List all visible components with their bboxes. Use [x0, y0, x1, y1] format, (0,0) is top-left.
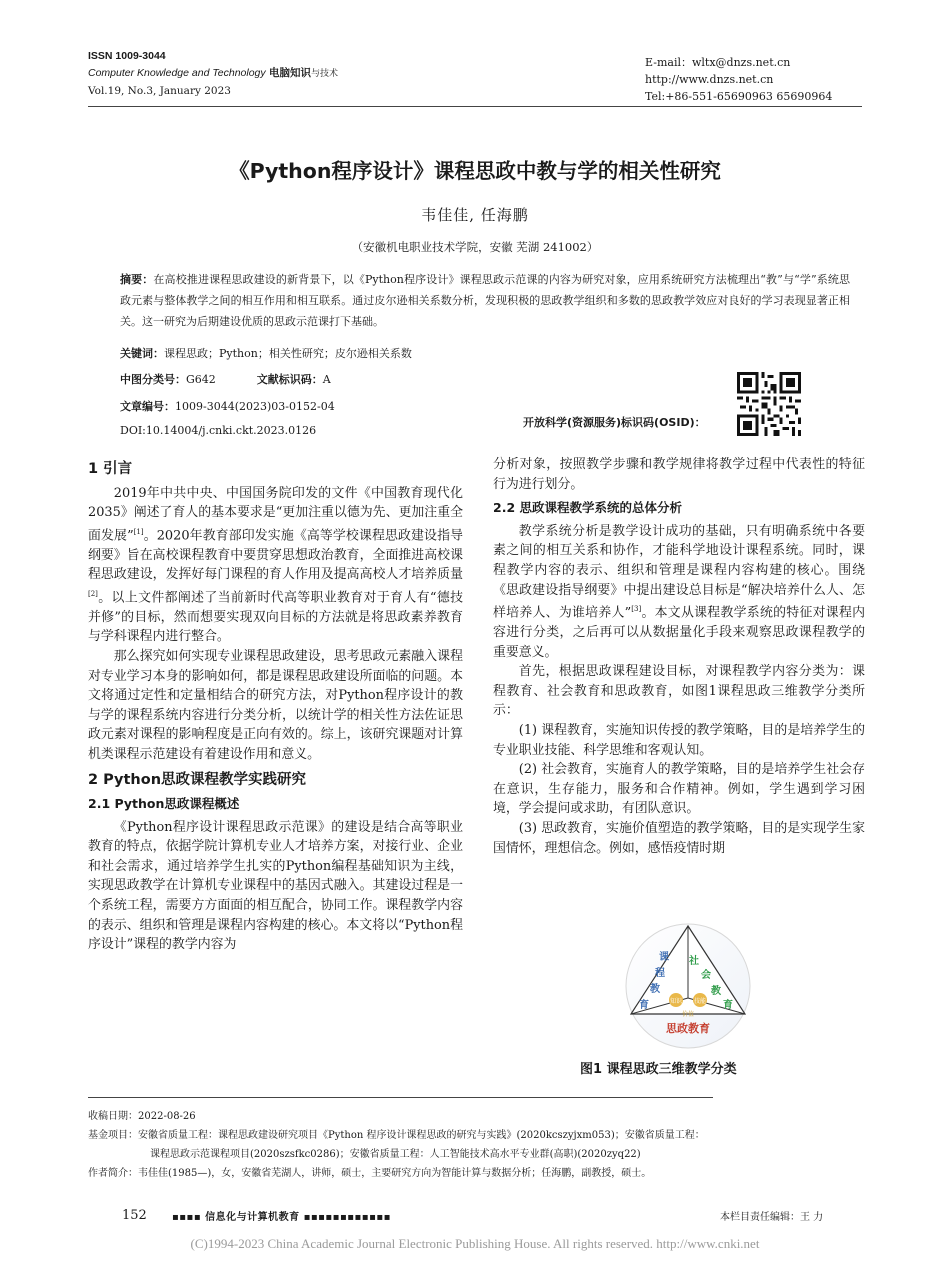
- doi: DOI:10.14004/j.cnki.ckt.2023.0126: [120, 424, 317, 437]
- citation[interactable]: [1]: [133, 527, 144, 536]
- section-1-title: 1 引言: [88, 461, 133, 477]
- left-char: 程: [655, 968, 665, 979]
- column-editor: 本栏目责任编辑：王 力: [720, 1212, 824, 1223]
- paragraph: (1) 课程教育，实施知识传授的教学策略，目的是培养学生的专业职业技能、科学思维和客观认知。: [493, 723, 865, 758]
- abstract: [120, 269, 850, 332]
- keywords-text: 课程思政；Python；相关性研究；皮尔逊相关系数: [164, 347, 412, 360]
- paragraph: 首先，根据思政课程建设目标，对课程教学内容分类为：课程教育、社会教育和思政教育，如图1课程思政三维教学分类所示：: [493, 664, 865, 719]
- issn: ISSN 1009-3044: [88, 50, 166, 62]
- paragraph: 分析对象，按照教学步骤和教学规律将教学过程中代表性的特征行为进行划分。: [493, 457, 865, 492]
- article-no-label: 文章编号：: [120, 400, 175, 413]
- right-column: [493, 455, 865, 858]
- center-skill: 技能: [693, 998, 707, 1005]
- journal-name-cn: 电脑知识: [269, 67, 311, 79]
- figure-1-diagram: [622, 920, 754, 1052]
- journal-name: [88, 65, 338, 83]
- header-rule: [88, 106, 862, 107]
- journal-name-cn-small: 与技术: [311, 69, 339, 79]
- abstract-text: 在高校推进课程思政建设的新背景下，以《Python程序设计》课程思政示范课的内容为研究对象，应用系统研究方法梳理出“教”与“学”系统思政元素与整体教学之间的相互作用和相互联系。通过皮尔逊相关系数分析，发现积极的思政教学组织和多数的思政教学效应对良好的学习表现显著正相关。这一研究为后期建设优质的思政示范课打下基础。: [120, 273, 851, 328]
- journal-header: [88, 48, 338, 100]
- paragraph: 那么探究如何实现专业课程思政建设，思考思政元素融入课程对专业学习本身的影响如何，都是课程思政建设所面临的问题。本文将通过定性和定量相结合的研究方法，对Python程序设计的教与学的课程系统内容进行分类分析，以统计学的相关性方法佐证思政元素对课程的影响程度是正向有效的。综上，该研究课题对计算机类课程示范建设有着建设作用和意义。: [88, 648, 463, 762]
- fund-info-continued: 课程思政示范课程项目(2020szsfkc0286)；安徽省质量工程：人工智能技术高水平专业群(高职)(2020zyq22): [150, 1149, 641, 1160]
- copyright-watermark: (C)1994-2023 China Academic Journal Electronic Publishing House. All rights reserved. http://www.cnki.net: [190, 1236, 760, 1251]
- journal-contact: [645, 54, 832, 105]
- author-info: 作者简介：韦佳佳(1985—)，女，安徽省芜湖人，讲师，硕士，主要研究方向为智能计算与数据分析；任海鹏，副教授，硕士。: [88, 1168, 652, 1179]
- fund-info: 基金项目：安徽省质量工程：课程思政建设研究项目《Python 程序设计课程思政的研究与实践》(2020kcszyjxm053)；安徽省质量工程：: [88, 1130, 705, 1141]
- doccode-label: 文献标识码：: [256, 373, 323, 386]
- abstract-label: 摘要：: [120, 273, 154, 286]
- telephone: Tel:+86-551-65690963 65690964: [645, 90, 833, 103]
- paragraph: (2) 社会教育，实施育人的教学策略，目的是培养学生社会存在意识，生存能力，服务和合作精神。例如，学生遇到学习困境，学会提问或求助，有团队意识。: [493, 762, 865, 817]
- center-value: 价值: [681, 1011, 695, 1018]
- paragraph: (3) 思政教育，实施价值塑造的教学策略，目的是实现学生家国情怀，理想信念。例如，感悟疫情时期: [493, 820, 865, 856]
- clc-value: G642: [186, 373, 216, 386]
- paper-title: 《Python程序设计》课程思政中教与学的相关性研究: [229, 159, 721, 183]
- article-no-value: 1009-3044(2023)03-0152-04: [175, 400, 335, 413]
- paper-affiliation: （安徽机电职业技术学院，安徽 芜湖 241002）: [351, 240, 599, 254]
- figure-1-caption: 图1 课程思政三维教学分类: [580, 1062, 737, 1077]
- left-column: [88, 454, 463, 955]
- section-2-2-title: 2.2 思政课程教学系统的总体分析: [493, 500, 682, 516]
- received-date: 收稿日期：2022-08-26: [88, 1111, 196, 1122]
- osid-label: 开放科学(资源服务)标识码(OSID)：: [523, 416, 706, 429]
- citation[interactable]: [3]: [631, 605, 642, 614]
- page-number: 152: [122, 1208, 147, 1223]
- left-char: 课: [659, 952, 669, 963]
- center-knowledge: 知识: [669, 998, 683, 1005]
- right-char: 社: [689, 956, 699, 967]
- footnote-rule: [88, 1097, 713, 1098]
- email: E-mail：wltx@dnzs.net.cn: [645, 56, 791, 69]
- left-char: 育: [639, 1000, 649, 1011]
- right-char: 会: [701, 970, 711, 981]
- paragraph: 教学系统分析是教学设计成功的基础，只有明确系统中各要素之间的相互关系和协作，才能科学地设计课程系统。同时，课程教学内容的表示、组织和管理是课程内容构建的核心。围绕《思政建设指导纲要》中提出建设总目标是“解决培养什么人、怎样培养人、为谁培养人”[3]。本文从课程教学系统的特征对课程内容进行分类，之后再可以从数据量化手段来观察思政课程教学的重要意义。: [493, 523, 866, 660]
- article-number: [120, 398, 335, 416]
- footnotes: [88, 1107, 878, 1183]
- section-2-title: 2 Python思政课程教学实践研究: [88, 771, 307, 788]
- clc-label: 中图分类号：: [120, 373, 186, 386]
- doccode-value: A: [322, 373, 331, 386]
- bottom-label: 思政教育: [666, 1022, 710, 1035]
- paragraph: 2019年中共中央、中国国务院印发的文件《中国教育现代化2035》阐述了育人的基本要求是“更加注重以德为先、更加注重全面发展”[1]。2020年教育部印发实施《高等学校课程思政建设指导纲要》旨在高校课程教育中要贯穿思想政治教育，全面推进高校课程思政建设，发挥好每门课程的育人作用及提高高校人才培养质量[2]。以上文件都阐述了当前新时代高等职业教育对于育人有“德技并修”的目标，然而想要实现双向目标的方法就是将思政素养教育与学科课程内进行整合。: [88, 485, 463, 645]
- journal-name-en: Computer Knowledge and Technology: [88, 67, 266, 79]
- paper-authors: 韦佳佳, 任海鹏: [421, 206, 529, 224]
- osid-qr-code[interactable]: [737, 372, 801, 436]
- volume: Vol.19, No.3, January 2023: [88, 85, 231, 97]
- keywords: [120, 345, 412, 363]
- keywords-label: 关键词：: [120, 347, 164, 360]
- website: http://www.dnzs.net.cn: [645, 73, 774, 86]
- classification: [120, 371, 331, 389]
- right-char: 教: [711, 986, 721, 997]
- paragraph: 《Python程序设计课程思政示范课》的建设是结合高等职业教育的特点，依据学院计算机专业人才培养方案，对接行业、企业和社会需求，通过培养学生扎实的Python编程基础知识为主线，实现思政教学在计算机专业课程中的基因式融入。其建设过程是一个系统工程，需要方方面面的相互配合，协同工作。课程教学内容的表示、组织和管理是课程内容构建的核心。本文将以“Python程序设计”课程的教学内容为: [88, 819, 463, 953]
- citation[interactable]: [2]: [88, 589, 98, 598]
- left-char: 教: [650, 984, 660, 995]
- right-char: 育: [723, 1000, 733, 1011]
- journal-column-name: ▪▪▪▪ 信息化与计算机教育 ▪▪▪▪▪▪▪▪▪▪▪▪: [172, 1212, 391, 1223]
- section-2-1-title: 2.1 Python思政课程概述: [88, 796, 240, 812]
